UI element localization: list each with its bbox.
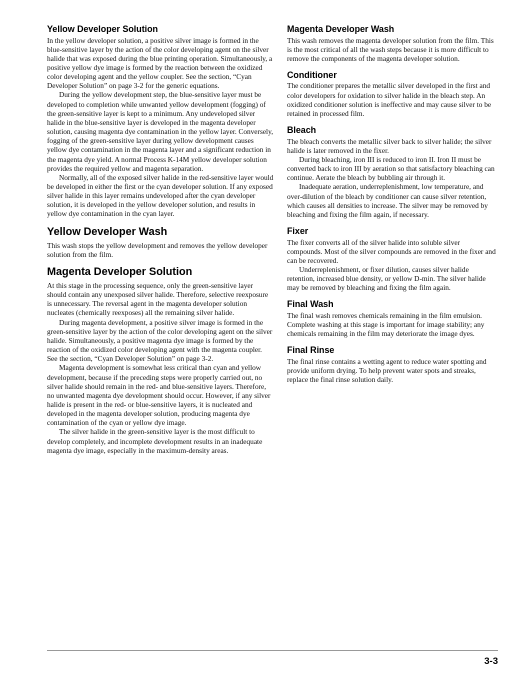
section-conditioner bbox=[287, 70, 497, 118]
paragraph: At this stage in the processing sequence, only the green-sensitive layer should contain any unexposed silver halide. Therefore, selective reexposure is unnecessary. The reversal agent in the magenta developer solution nucleates (chemically reexposes) all the remaining silver halide. bbox=[47, 280, 269, 318]
section-fixer bbox=[287, 226, 497, 292]
paragraph: This wash removes the magenta developer solution from the film. This is the most critical of all the wash steps because it is more difficult to remove the components of the magenta developer solution. bbox=[287, 35, 494, 63]
footer-rule bbox=[47, 650, 498, 651]
heading-magenta-developer-solution: Magenta Developer Solution bbox=[47, 265, 193, 278]
heading-bleach: Bleach bbox=[287, 125, 317, 136]
section-yellow-developer-solution bbox=[47, 24, 274, 219]
paragraph: During bleaching, iron III is reduced to iron II. Iron II must be converted back to iron III by aeration so that satisfactory bleaching can continue. Aerate the bleach by bubbling air through it. bbox=[287, 154, 495, 183]
paragraph: During the yellow development step, the blue-sensitive layer must be developed to completion while unwanted yellow development (fogging) of the green-sensitive layer is kept to a minimum. Any undeveloped silver halide in the blue-sensitive layer is developed in the magenta developer solution, causing magenta dye contamination in the yellow layer. Conversely, fogging of the green-sensitive layer during yellow development causes yellow dye contamination in the magenta layer and a significant reduction in the magenta dye yield. A normal Process K-14M yellow developer solution provides the required yellow and magenta separation. bbox=[47, 90, 274, 173]
paragraph: The final wash removes chemicals remaining in the film emulsion. Complete washing at this stage is important for image stability; any chemicals remaining in the film may deteriorate the image dyes. bbox=[287, 310, 485, 339]
left-column bbox=[47, 24, 274, 455]
section-final-rinse bbox=[287, 345, 497, 384]
section-bleach bbox=[287, 125, 497, 219]
paragraph: The final rinse contains a wetting agent to reduce water spotting and provide uniform drying. To help prevent water spots and streaks, replace the final rinse solution daily. bbox=[287, 356, 487, 385]
paragraph: The conditioner prepares the metallic silver developed in the first and color developers for oxidation to silver halide in the bleach step. An oxidized conditioner solution is ineffective and may cause silver to be retained in processed film. bbox=[287, 81, 492, 118]
section-yellow-developer-wash bbox=[47, 226, 274, 259]
section-final-wash bbox=[287, 299, 497, 338]
heading-conditioner: Conditioner bbox=[287, 69, 337, 80]
page-number: 3-3 bbox=[484, 656, 498, 667]
paragraph: The silver halide in the green-sensitive layer is the most difficult to develop completely, and incomplete development results in an inadequate magenta dye image, especially in the maximum-density areas. bbox=[47, 427, 263, 455]
heading-final-rinse: Final Rinse bbox=[287, 345, 335, 356]
paragraph: Normally, all of the exposed silver halide in the red-sensitive layer would be developed in either the first or the cyan developer solution. If any exposed silver halide in this layer remains undeveloped after the cyan developer solution, it is developed in the yellow developer solution, and results in yellow dye contamination in the cyan layer. bbox=[47, 172, 274, 219]
heading-fixer: Fixer bbox=[287, 226, 309, 236]
heading-yellow-developer-solution: Yellow Developer Solution bbox=[47, 24, 158, 34]
paragraph: Inadequate aeration, underreplenishment, low temperature, and over-dilution of the bleach by conditioner can cause silver retention, which causes all densities to increase. The silver may be removed by bleaching and fixing the film again, if necessary. bbox=[287, 182, 488, 219]
paragraph: Magenta development is somewhat less critical than cyan and yellow development, because if the preceding steps were properly carried out, no silver halide should remain in the red- and blue-sensitive layers. Therefore, no unwanted magenta dye development should occur. However, if any silver halide is present in the red- or blue-sensitive layers, it is nucleated and developed in the magenta developer solution, producing magenta dye contamination of the cyan or yellow dye image. bbox=[47, 363, 271, 428]
heading-yellow-developer-wash: Yellow Developer Wash bbox=[47, 225, 168, 238]
paragraph: Underreplenishment, or fixer dilution, causes silver halide retention, increased blue density, or yellow D-min. The silver halide may be removed by bleaching and fixing the film again. bbox=[287, 264, 486, 293]
section-magenta-developer-solution bbox=[47, 266, 274, 455]
heading-final-wash: Final Wash bbox=[287, 299, 334, 310]
paragraph: The fixer converts all of the silver halide into soluble silver compounds. Most of the silver compounds are removed in the fixer and can be recovered. bbox=[287, 237, 496, 265]
right-column bbox=[287, 24, 497, 384]
paragraph: During magenta development, a positive silver image is formed in the green-sensitive layer by the action of the color developing agent on the silver halide. Simultaneously, a positive magenta dye image is formed by the reaction of the oxidized color developing agent with the magenta coupler. See the section, “Cyan Developer Solution” on page 3-2. bbox=[47, 317, 273, 364]
paragraph: In the yellow developer solution, a positive silver image is formed in the blue-sensitive layer by the action of the color developing agent on the silver halide that was exposed during the blue printing operation. Simultaneously, a positive yellow dye image is formed by the reaction between the oxidized color developing agent and the yellow coupler. See the section, “Cyan Developer Solution” on page 3-2 for the generic equations. bbox=[47, 35, 273, 91]
paragraph: This wash stops the yellow development and removes the yellow developer solution from the film. bbox=[47, 240, 268, 259]
heading-magenta-developer-wash: Magenta Developer Wash bbox=[287, 24, 395, 34]
section-magenta-developer-wash bbox=[287, 24, 497, 63]
paragraph: The bleach converts the metallic silver back to silver halide; the silver halide is later removed in the fixer. bbox=[287, 136, 492, 155]
